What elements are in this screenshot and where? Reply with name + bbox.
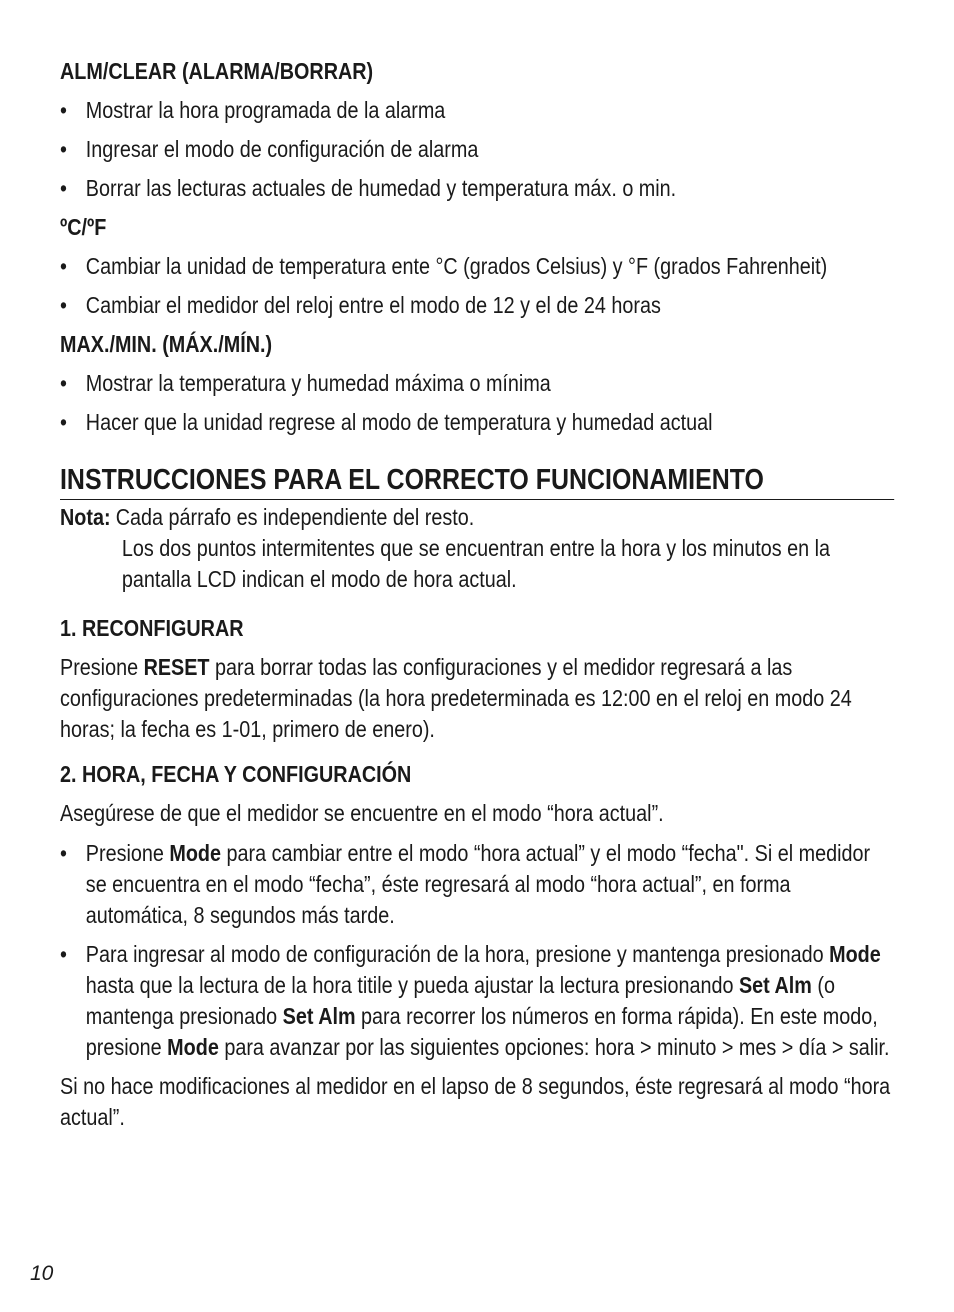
section-alm-clear <box>60 56 894 204</box>
note-line-2: Los dos puntos intermitentes que se encuentran entre la hora y los minutos en la pantalla LCD indican el modo de hora actual. <box>121 535 831 592</box>
list-item: • Cambiar el medidor del reloj entre el modo de 12 y el de 24 horas <box>60 290 894 321</box>
time-intro: Asegúrese de que el medidor se encuentre en el modo “hora actual”. <box>60 800 664 826</box>
set-alm-keyword: Set Alm <box>282 1003 356 1029</box>
text-run: para cambiar entre el modo “hora actual” y el modo “fecha". Si el medidor se encuentra en el modo “fecha”, éste regresará al modo “hora actual”, en forma automática, 8 segundos más tarde. <box>85 840 871 928</box>
text-run: para recorrer los números en forma rápida). En este modo, presione <box>85 1003 878 1060</box>
reset-paragraph <box>60 652 894 745</box>
list-item: • Mostrar la hora programada de la alarma <box>60 95 894 126</box>
instructions-title: INSTRUCCIONES PARA EL CORRECTO FUNCIONAMIENTO <box>60 462 894 500</box>
text-run: Presione <box>60 654 144 680</box>
section-reset <box>60 613 894 745</box>
list-item: • Ingresar el modo de configuración de alarma <box>60 134 894 165</box>
heading-alm-clear: ALM/CLEAR (ALARMA/BORRAR) <box>60 58 374 84</box>
list-item: • Borrar las lecturas actuales de humedad y temperatura máx. o min. <box>60 173 894 204</box>
section-celsius-fahrenheit <box>60 212 894 321</box>
note <box>60 502 894 533</box>
reset-keyword: RESET <box>143 654 210 680</box>
bullet-list-alm-clear <box>60 95 894 204</box>
list-item <box>60 838 894 931</box>
list-item <box>60 939 894 1063</box>
manual-page <box>60 56 894 1142</box>
page-number: 10 <box>30 1262 54 1285</box>
mode-keyword: Mode <box>829 941 881 967</box>
section-time-date <box>60 759 894 1133</box>
heading-celsius-fahrenheit: ºC/ºF <box>60 214 107 240</box>
text-run: para avanzar por las siguientes opciones: hora > minuto > mes > día > salir. <box>218 1034 890 1060</box>
bullet-list-max-min <box>60 368 894 438</box>
text-run: hasta que la lectura de la hora titile y pueda ajustar la lectura presionando <box>85 972 739 998</box>
note-label: Nota: <box>60 504 111 530</box>
section-max-min <box>60 329 894 438</box>
bullet-list-time <box>60 838 894 1063</box>
text-run: Presione <box>85 840 170 866</box>
list-item: • Hacer que la unidad regrese al modo de temperatura y humedad actual <box>60 407 894 438</box>
set-alm-keyword: Set Alm <box>738 972 812 998</box>
note-line-1: Cada párrafo es independiente del resto. <box>115 504 475 530</box>
text-run: (o mantenga presionado <box>85 972 835 1029</box>
list-item: • Cambiar la unidad de temperatura ente °C (grados Celsius) y °F (grados Fahrenheit) <box>60 251 894 282</box>
mode-keyword: Mode <box>169 840 222 866</box>
heading-max-min: MAX./MIN. (MÁX./MÍN.) <box>60 331 273 357</box>
heading-time-date: 2. HORA, FECHA Y CONFIGURACIÓN <box>60 761 412 787</box>
mode-keyword: Mode <box>167 1034 219 1060</box>
text-run: para borrar todas las configuraciones y el medidor regresará a las configuraciones predeterminadas (la hora predeterminada es 12:00 en el reloj en modo 24 horas; la fecha es 1-01, primero de enero). <box>60 654 852 742</box>
text-run: Para ingresar al modo de configuración de la hora, presione y mantenga presionado <box>85 941 830 967</box>
bullet-list-celsius-fahrenheit <box>60 251 894 321</box>
time-outro: Si no hace modificaciones al medidor en el lapso de 8 segundos, éste regresará al modo “hora actual”. <box>60 1073 891 1130</box>
list-item: • Mostrar la temperatura y humedad máxima o mínima <box>60 368 894 399</box>
heading-reset: 1. RECONFIGURAR <box>60 615 244 641</box>
